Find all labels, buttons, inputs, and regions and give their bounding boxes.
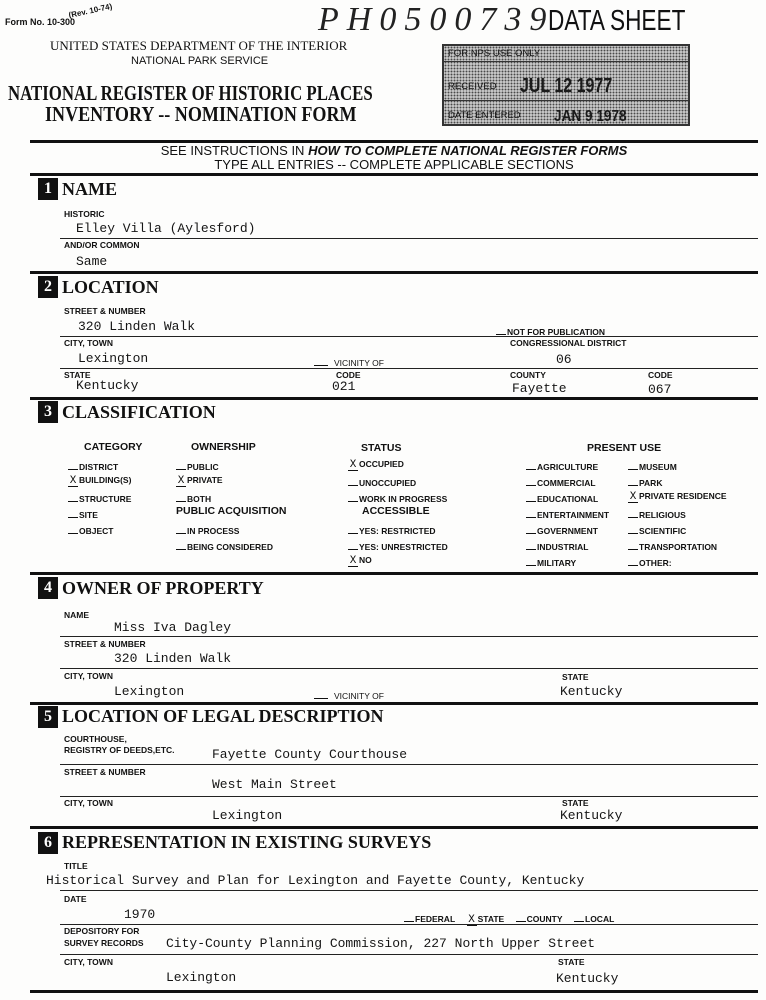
- checkbox-mark: [68, 524, 78, 534]
- reference-number: PH0500739: [318, 1, 555, 38]
- data-sheet-heading: DATA SHEET: [548, 5, 686, 37]
- checkbox-label: VICINITY OF: [334, 691, 384, 701]
- checkbox-yes-unrestricted: [348, 540, 448, 552]
- checkbox-object: [68, 524, 113, 536]
- checkbox-mark: [628, 540, 638, 550]
- checkbox-educational: [526, 492, 598, 504]
- legal-city: Lexington: [212, 808, 283, 823]
- owner-state-label: STATE: [562, 672, 589, 682]
- checkbox-mark: [496, 325, 506, 335]
- instructions-prefix: SEE INSTRUCTIONS IN: [160, 143, 309, 158]
- courthouse-value: Fayette County Courthouse: [212, 747, 408, 762]
- checkbox-label: AGRICULTURE: [537, 462, 599, 472]
- survey-state: Kentucky: [556, 971, 619, 986]
- field-rule: [60, 764, 758, 765]
- field-rule: [60, 668, 758, 669]
- checkbox-agriculture: [526, 460, 598, 472]
- checkbox-industrial: [526, 540, 588, 552]
- depository-label: DEPOSITORY FOR: [64, 926, 140, 936]
- date-entered-stamp: JAN 9 1978: [554, 108, 627, 125]
- checkbox-label: SITE: [79, 510, 98, 520]
- revision-date: (Rev. 10-74): [67, 1, 114, 20]
- checkbox-label: IN PROCESS: [187, 526, 240, 536]
- survey-title-label: TITLE: [64, 861, 88, 871]
- checkbox-owner-vicinity: [314, 689, 384, 701]
- congressional-district-label: CONGRESSIONAL DISTRICT: [510, 338, 627, 348]
- checkbox-label: MILITARY: [537, 558, 577, 568]
- common-name: Same: [76, 254, 108, 269]
- checkbox-mark: [628, 524, 638, 534]
- checkbox-site: [68, 508, 98, 520]
- field-rule: [60, 924, 758, 925]
- checkbox-entertainment: [526, 508, 609, 520]
- checkbox-label: PARK: [639, 478, 663, 488]
- checkbox-public: [176, 460, 219, 472]
- checkbox-label: STRUCTURE: [79, 494, 132, 504]
- section-title-legal-description: LOCATION OF LEGAL DESCRIPTION: [62, 706, 384, 726]
- checkbox-buildings: [68, 476, 131, 487]
- checkbox-yes-restricted: [348, 524, 436, 536]
- section-rule: [30, 702, 758, 705]
- county-code-label: CODE: [648, 370, 673, 380]
- checkbox-mark: [176, 492, 186, 502]
- checkbox-work-in-progress: [348, 492, 447, 504]
- checkbox-label: WORK IN PROGRESS: [359, 494, 448, 504]
- checkbox-label: LOCAL: [585, 914, 615, 924]
- state-label: STATE: [64, 370, 91, 380]
- checkbox-private-residence: [628, 492, 727, 503]
- checkbox-label: EDUCATIONAL: [537, 494, 599, 504]
- section-title-owner: OWNER OF PROPERTY: [62, 578, 264, 598]
- checkbox-religious: [628, 508, 686, 520]
- checkbox-in-process: [176, 524, 239, 536]
- form-number: Form No. 10-300: [5, 17, 76, 27]
- legal-city-label: CITY, TOWN: [64, 798, 113, 808]
- checkbox-label: COMMERCIAL: [537, 478, 596, 488]
- checkbox-label: OTHER:: [639, 558, 672, 568]
- city-value: Lexington: [78, 351, 149, 366]
- nps-box-divider: [444, 100, 688, 101]
- checkbox-occupied: [348, 460, 404, 471]
- checkbox-museum: [628, 460, 677, 472]
- checkbox-label: YES: UNRESTRICTED: [359, 542, 448, 552]
- checkbox-label: YES: RESTRICTED: [359, 526, 436, 536]
- field-rule: [60, 336, 758, 337]
- checkbox-mark: [526, 540, 536, 550]
- checkbox-mark: [628, 460, 638, 470]
- checkbox-mark: X: [349, 459, 357, 471]
- checkbox-mark: [404, 912, 414, 922]
- checkbox-structure: [68, 492, 131, 504]
- survey-title: Historical Survey and Plan for Lexington and Fayette County, Kentucky: [46, 873, 585, 888]
- category-heading: CATEGORY: [84, 441, 143, 453]
- checkbox-mark: [574, 912, 584, 922]
- section-rule: [30, 173, 758, 176]
- historic-label: HISTORIC: [64, 209, 105, 219]
- owner-name-label: NAME: [64, 610, 90, 620]
- checkbox-mark: [526, 556, 536, 566]
- field-rule: [60, 954, 758, 955]
- checkbox-other: [628, 556, 672, 568]
- checkbox-label: SCIENTIFIC: [639, 526, 687, 536]
- checkbox-label: MUSEUM: [639, 462, 677, 472]
- checkbox-mark: [68, 460, 78, 470]
- checkbox-federal: [404, 914, 455, 924]
- checkbox-both: [176, 492, 211, 504]
- checkbox-label: BEING CONSIDERED: [187, 542, 273, 552]
- checkbox-label: OCCUPIED: [359, 459, 404, 469]
- checkbox-mark: [176, 460, 186, 470]
- checkbox-label: DISTRICT: [79, 462, 119, 472]
- checkbox-scientific: [628, 524, 686, 536]
- checkbox-mark: [68, 508, 78, 518]
- checkbox-label: PRIVATE: [187, 475, 223, 485]
- checkbox-label: PRIVATE RESIDENCE: [639, 491, 727, 501]
- state-code-label: CODE: [336, 370, 361, 380]
- checkbox-label: BOTH: [187, 494, 212, 504]
- checkbox-park: [628, 476, 662, 488]
- checkbox-vicinity: [314, 356, 384, 368]
- field-rule: [60, 796, 758, 797]
- section-number-4: 4: [38, 577, 58, 599]
- checkbox-label: NOT FOR PUBLICATION: [507, 327, 606, 337]
- checkbox-no: [348, 556, 372, 567]
- checkbox-label: ENTERTAINMENT: [537, 510, 610, 520]
- checkbox-mark: [516, 912, 526, 922]
- instructions-line-2: TYPE ALL ENTRIES -- COMPLETE APPLICABLE SECTIONS: [214, 157, 574, 172]
- present-use-heading: PRESENT USE: [587, 442, 662, 454]
- state-code: 021: [332, 379, 356, 394]
- checkbox-transportation: [628, 540, 717, 552]
- checkbox-local: [574, 914, 614, 924]
- registry-label: REGISTRY OF DEEDS,ETC.: [64, 745, 175, 755]
- checkbox-county: [516, 914, 563, 924]
- county-value: Fayette: [512, 381, 567, 396]
- service-name: NATIONAL PARK SERVICE: [131, 55, 269, 67]
- nps-use-only-box: [442, 44, 690, 126]
- legal-state: Kentucky: [560, 808, 623, 823]
- checkbox-mark: [176, 540, 186, 550]
- section-number-6: 6: [38, 832, 58, 854]
- nps-box-heading: FOR NPS USE ONLY: [448, 48, 541, 59]
- county-code: 067: [648, 382, 672, 397]
- congressional-district: 06: [556, 352, 572, 367]
- section-number-2: 2: [38, 276, 58, 298]
- checkbox-mark: [526, 476, 536, 486]
- checkbox-mark: X: [349, 555, 357, 567]
- section-rule: [30, 826, 758, 829]
- checkbox-mark: [348, 476, 358, 486]
- legal-state-label: STATE: [562, 798, 589, 808]
- owner-street-label: STREET & NUMBER: [64, 639, 146, 649]
- checkbox-label: OBJECT: [79, 526, 114, 536]
- department-name: UNITED STATES DEPARTMENT OF THE INTERIOR: [50, 38, 348, 53]
- checkbox-district: [68, 460, 118, 472]
- county-label: COUNTY: [510, 370, 546, 380]
- checkbox-mark: [68, 492, 78, 502]
- section-rule: [30, 271, 758, 274]
- owner-state: Kentucky: [560, 684, 623, 699]
- ownership-heading: OWNERSHIP: [191, 441, 256, 453]
- checkbox-mark: X: [177, 475, 185, 487]
- instructions-reference: HOW TO COMPLETE NATIONAL REGISTER FORMS: [308, 143, 628, 158]
- owner-street: 320 Linden Walk: [114, 651, 232, 666]
- courthouse-label: COURTHOUSE,: [64, 734, 127, 744]
- field-rule: [60, 636, 758, 637]
- legal-street-label: STREET & NUMBER: [64, 767, 146, 777]
- section-number-5: 5: [38, 706, 58, 728]
- state-value: Kentucky: [76, 378, 139, 393]
- checkbox-label: FEDERAL: [415, 914, 456, 924]
- checkbox-mark: [526, 508, 536, 518]
- date-entered-label: DATE ENTERED: [448, 110, 521, 121]
- checkbox-mark: [526, 492, 536, 502]
- survey-records-label: SURVEY RECORDS: [64, 938, 144, 948]
- survey-date-label: DATE: [64, 894, 87, 904]
- street-label: STREET & NUMBER: [64, 306, 146, 316]
- historic-name: Elley Villa (Aylesford): [76, 221, 256, 236]
- public-acquisition-heading: PUBLIC ACQUISITION: [176, 505, 287, 517]
- checkbox-label: GOVERNMENT: [537, 526, 598, 536]
- instructions-line-1: [30, 144, 758, 157]
- received-label: RECEIVED: [448, 81, 497, 92]
- checkbox-mark: [628, 476, 638, 486]
- checkbox-commercial: [526, 476, 596, 488]
- checkbox-mark: [348, 492, 358, 502]
- section-number-1: 1: [38, 178, 58, 200]
- checkbox-mark: [348, 524, 358, 534]
- checkbox-mark: X: [468, 914, 475, 926]
- section-number-3: 3: [38, 401, 58, 423]
- checkbox-label: VICINITY OF: [334, 358, 384, 368]
- checkbox-mark: X: [69, 475, 77, 487]
- checkbox-label: STATE: [477, 914, 505, 924]
- checkbox-mark: [348, 540, 358, 550]
- section-title-classification: CLASSIFICATION: [62, 402, 216, 422]
- checkbox-private: [176, 476, 223, 487]
- checkbox-government: [526, 524, 598, 536]
- checkbox-not-for-publication: [496, 325, 605, 337]
- survey-state-label: STATE: [558, 957, 585, 967]
- owner-name: Miss Iva Dagley: [114, 620, 232, 635]
- city-label: CITY, TOWN: [64, 338, 113, 348]
- checkbox-state: [467, 914, 505, 924]
- section-rule: [30, 572, 758, 575]
- section-rule: [30, 397, 758, 400]
- checkbox-label: NO: [359, 555, 372, 565]
- section-title-location: LOCATION: [62, 277, 159, 297]
- checkbox-label: INDUSTRIAL: [537, 542, 589, 552]
- checkbox-unoccupied: [348, 476, 416, 488]
- checkbox-military: [526, 556, 576, 568]
- checkbox-label: PUBLIC: [187, 462, 219, 472]
- checkbox-label: BUILDING(S): [79, 475, 132, 485]
- common-name-label: AND/OR COMMON: [64, 240, 140, 250]
- survey-city-label: CITY, TOWN: [64, 957, 113, 967]
- checkbox-mark: [314, 689, 328, 699]
- section-title-name: NAME: [62, 179, 117, 199]
- checkbox-label: COUNTY: [526, 914, 563, 924]
- form-title-line-2: INVENTORY -- NOMINATION FORM: [45, 102, 357, 126]
- nps-box-divider: [444, 61, 688, 62]
- owner-city-label: CITY, TOWN: [64, 671, 113, 681]
- checkbox-label: RELIGIOUS: [639, 510, 686, 520]
- street-address: 320 Linden Walk: [78, 319, 196, 334]
- checkbox-mark: [176, 524, 186, 534]
- checkbox-label: UNOCCUPIED: [359, 478, 417, 488]
- checkbox-mark: X: [629, 491, 637, 503]
- section-title-surveys: REPRESENTATION IN EXISTING SURVEYS: [62, 832, 432, 852]
- checkbox-label: TRANSPORTATION: [639, 542, 718, 552]
- depository-value: City-County Planning Commission, 227 North Upper Street: [166, 936, 596, 951]
- checkbox-mark: [314, 356, 328, 366]
- status-heading: STATUS: [361, 442, 402, 454]
- field-rule: [60, 238, 758, 239]
- checkbox-mark: [628, 508, 638, 518]
- checkbox-being-considered: [176, 540, 273, 552]
- section-rule: [30, 990, 758, 993]
- survey-date: 1970: [124, 907, 156, 922]
- field-rule: [60, 890, 758, 891]
- form-title-line-1: NATIONAL REGISTER OF HISTORIC PLACES: [8, 81, 373, 105]
- received-date-stamp: JUL 12 1977: [520, 75, 613, 97]
- checkbox-mark: [526, 524, 536, 534]
- legal-street: West Main Street: [212, 777, 337, 792]
- accessible-heading: ACCESSIBLE: [362, 505, 430, 517]
- checkbox-mark: [526, 460, 536, 470]
- checkbox-mark: [628, 556, 638, 566]
- field-rule: [60, 368, 758, 369]
- owner-city: Lexington: [114, 684, 185, 699]
- survey-city: Lexington: [166, 970, 237, 985]
